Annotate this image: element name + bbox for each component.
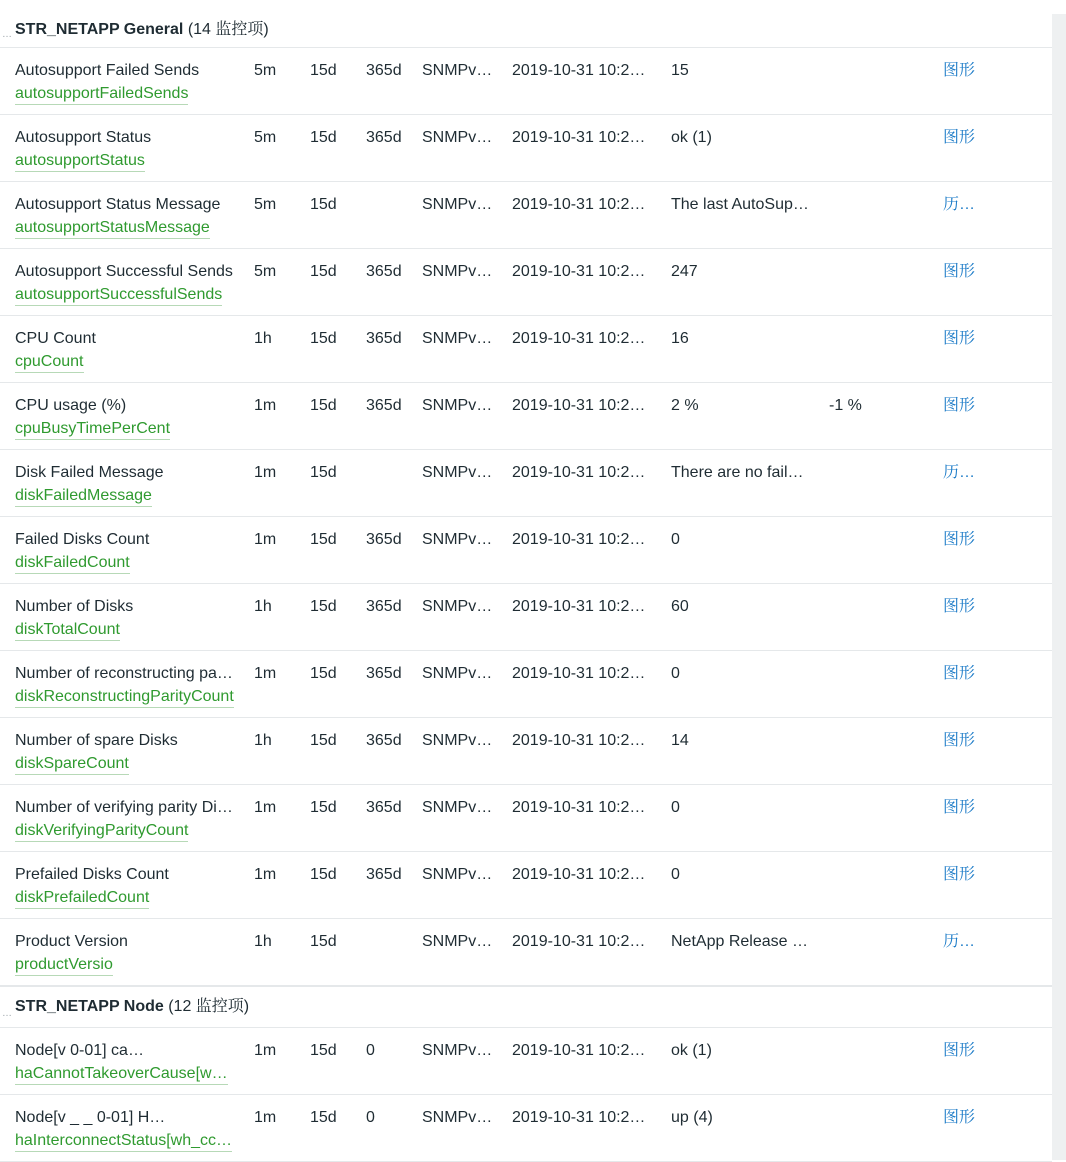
group-count: (14 监控项) bbox=[187, 21, 269, 38]
table-row bbox=[0, 785, 1052, 852]
item-name: Number of spare Disks bbox=[15, 732, 178, 749]
item-history: 15d bbox=[310, 464, 337, 481]
item-last-value: 16 bbox=[671, 330, 689, 347]
item-trends: 365d bbox=[366, 665, 402, 682]
item-trends: 0 bbox=[366, 1042, 375, 1059]
item-trends: 0 bbox=[366, 1109, 375, 1126]
item-key-link[interactable]: diskTotalCount bbox=[15, 620, 120, 641]
group-rows bbox=[0, 48, 1052, 986]
graph-history-link[interactable]: 图形 bbox=[943, 665, 976, 682]
item-history: 15d bbox=[310, 933, 337, 950]
item-last-check: 2019-10-31 10:2… bbox=[512, 464, 646, 481]
item-last-value: 0 bbox=[671, 665, 680, 682]
table-row bbox=[0, 517, 1052, 584]
item-type: SNMPv… bbox=[422, 531, 493, 548]
item-type: SNMPv… bbox=[422, 263, 493, 280]
table-row bbox=[0, 1095, 1052, 1162]
item-last-check: 2019-10-31 10:2… bbox=[512, 1042, 646, 1059]
table-row bbox=[0, 383, 1052, 450]
table-row bbox=[0, 718, 1052, 785]
item-last-check: 2019-10-31 10:2… bbox=[512, 933, 646, 950]
group-title bbox=[15, 20, 269, 40]
group-header[interactable] bbox=[0, 0, 1052, 48]
item-type: SNMPv… bbox=[422, 397, 493, 414]
graph-history-link[interactable]: 历… bbox=[943, 464, 976, 481]
item-last-check: 2019-10-31 10:2… bbox=[512, 665, 646, 682]
item-name: Autosupport Failed Sends bbox=[15, 62, 200, 79]
scrollbar[interactable] bbox=[1052, 14, 1066, 1160]
item-trends: 365d bbox=[366, 799, 402, 816]
item-last-check: 2019-10-31 10:2… bbox=[512, 330, 646, 347]
item-history: 15d bbox=[310, 330, 337, 347]
group-name: STR_NETAPP General bbox=[15, 21, 184, 38]
item-last-value: 15 bbox=[671, 62, 689, 79]
item-last-check: 2019-10-31 10:2… bbox=[512, 531, 646, 548]
group-name: STR_NETAPP Node bbox=[15, 998, 164, 1015]
item-history: 15d bbox=[310, 263, 337, 280]
expand-dots-icon[interactable]: … bbox=[2, 1008, 12, 1019]
table-row bbox=[0, 450, 1052, 517]
item-last-value: ok (1) bbox=[671, 1042, 712, 1059]
item-last-check: 2019-10-31 10:2… bbox=[512, 62, 646, 79]
table-row bbox=[0, 48, 1052, 115]
graph-history-link[interactable]: 图形 bbox=[943, 598, 976, 615]
table-row bbox=[0, 584, 1052, 651]
item-interval: 1m bbox=[254, 1109, 277, 1126]
item-interval: 1h bbox=[254, 732, 272, 749]
item-name: Autosupport Successful Sends bbox=[15, 263, 233, 280]
item-trends: 365d bbox=[366, 531, 402, 548]
item-last-check: 2019-10-31 10:2… bbox=[512, 1109, 646, 1126]
item-name: Prefailed Disks Count bbox=[15, 866, 169, 883]
item-history: 15d bbox=[310, 62, 337, 79]
item-last-value: The last AutoSup… bbox=[671, 196, 809, 213]
graph-history-link[interactable]: 图形 bbox=[943, 397, 976, 414]
graph-history-link[interactable]: 图形 bbox=[943, 531, 976, 548]
graph-history-link[interactable]: 图形 bbox=[943, 1109, 976, 1126]
item-last-check: 2019-10-31 10:2… bbox=[512, 263, 646, 280]
table-row bbox=[0, 249, 1052, 316]
item-name: CPU Count bbox=[15, 330, 96, 347]
graph-history-link[interactable]: 图形 bbox=[943, 732, 976, 749]
item-last-check: 2019-10-31 10:2… bbox=[512, 196, 646, 213]
item-key-link[interactable]: autosupportStatusMessage bbox=[15, 218, 210, 239]
item-last-check: 2019-10-31 10:2… bbox=[512, 732, 646, 749]
item-last-check: 2019-10-31 10:2… bbox=[512, 598, 646, 615]
item-trends: 365d bbox=[366, 732, 402, 749]
item-interval: 1h bbox=[254, 933, 272, 950]
item-last-check: 2019-10-31 10:2… bbox=[512, 129, 646, 146]
table-row bbox=[0, 316, 1052, 383]
graph-history-link[interactable]: 图形 bbox=[943, 129, 976, 146]
graph-history-link[interactable]: 图形 bbox=[943, 1042, 976, 1059]
graph-history-link[interactable]: 图形 bbox=[943, 799, 976, 816]
item-interval: 1m bbox=[254, 866, 277, 883]
item-interval: 5m bbox=[254, 196, 277, 213]
item-last-value: 0 bbox=[671, 866, 680, 883]
item-trends: 365d bbox=[366, 397, 402, 414]
item-history: 15d bbox=[310, 196, 337, 213]
item-last-value: There are no fail… bbox=[671, 464, 804, 481]
group-count: (12 监控项) bbox=[168, 998, 250, 1015]
graph-history-link[interactable]: 历… bbox=[943, 196, 976, 213]
item-history: 15d bbox=[310, 129, 337, 146]
item-key-link[interactable]: haInterconnectStatus[wh_cc… bbox=[15, 1131, 232, 1152]
item-history: 15d bbox=[310, 799, 337, 816]
graph-history-link[interactable]: 图形 bbox=[943, 866, 976, 883]
item-type: SNMPv… bbox=[422, 330, 493, 347]
item-interval: 1m bbox=[254, 665, 277, 682]
item-key-link[interactable]: cpuCount bbox=[15, 352, 84, 373]
item-key-link[interactable]: productVersio bbox=[15, 955, 113, 976]
item-interval: 1m bbox=[254, 1042, 277, 1059]
item-name: Autosupport Status Message bbox=[15, 196, 221, 213]
graph-history-link[interactable]: 图形 bbox=[943, 263, 976, 280]
item-last-value: 247 bbox=[671, 263, 698, 280]
item-type: SNMPv… bbox=[422, 1109, 493, 1126]
item-history: 15d bbox=[310, 665, 337, 682]
item-last-check: 2019-10-31 10:2… bbox=[512, 799, 646, 816]
item-interval: 1m bbox=[254, 799, 277, 816]
item-key-link[interactable]: diskVerifyingParityCount bbox=[15, 821, 188, 842]
table-row bbox=[0, 115, 1052, 182]
item-key-link[interactable]: autosupportFailedSends bbox=[15, 84, 188, 105]
item-last-value: 60 bbox=[671, 598, 689, 615]
item-change: -1 % bbox=[829, 397, 862, 414]
item-last-check: 2019-10-31 10:2… bbox=[512, 397, 646, 414]
item-history: 15d bbox=[310, 1109, 337, 1126]
item-history: 15d bbox=[310, 732, 337, 749]
item-name: Product Version bbox=[15, 933, 128, 950]
item-key-link[interactable]: diskPrefailedCount bbox=[15, 888, 149, 909]
item-key-link[interactable]: haCannotTakeoverCause[w… bbox=[15, 1064, 228, 1085]
item-key-link[interactable]: autosupportStatus bbox=[15, 151, 145, 172]
item-type: SNMPv… bbox=[422, 665, 493, 682]
item-trends: 365d bbox=[366, 866, 402, 883]
item-name: Node[v 0-01] ca… bbox=[15, 1042, 144, 1059]
item-key-link[interactable]: diskSpareCount bbox=[15, 754, 129, 775]
item-trends: 365d bbox=[366, 598, 402, 615]
item-interval: 1h bbox=[254, 598, 272, 615]
item-type: SNMPv… bbox=[422, 62, 493, 79]
item-last-value: ok (1) bbox=[671, 129, 712, 146]
item-interval: 1m bbox=[254, 531, 277, 548]
item-key-link[interactable]: diskFailedMessage bbox=[15, 486, 152, 507]
group-header[interactable] bbox=[0, 986, 1052, 1028]
item-last-value: 0 bbox=[671, 531, 680, 548]
item-name: Number of verifying parity Di… bbox=[15, 799, 233, 816]
item-trends: 365d bbox=[366, 330, 402, 347]
item-last-check: 2019-10-31 10:2… bbox=[512, 866, 646, 883]
graph-history-link[interactable]: 图形 bbox=[943, 62, 976, 79]
graph-history-link[interactable]: 历… bbox=[943, 933, 976, 950]
item-interval: 1m bbox=[254, 397, 277, 414]
item-type: SNMPv… bbox=[422, 732, 493, 749]
item-interval: 5m bbox=[254, 129, 277, 146]
item-type: SNMPv… bbox=[422, 866, 493, 883]
item-name: Node[v _ _ 0-01] H… bbox=[15, 1109, 166, 1126]
group-rows bbox=[0, 1028, 1052, 1162]
item-type: SNMPv… bbox=[422, 464, 493, 481]
item-history: 15d bbox=[310, 598, 337, 615]
item-interval: 1h bbox=[254, 330, 272, 347]
item-name: Failed Disks Count bbox=[15, 531, 150, 548]
item-name: CPU usage (%) bbox=[15, 397, 127, 414]
expand-dots-icon[interactable]: … bbox=[2, 29, 12, 40]
item-key-link[interactable]: diskFailedCount bbox=[15, 553, 130, 574]
item-last-value: 2 % bbox=[671, 397, 699, 414]
table-row bbox=[0, 651, 1052, 718]
item-history: 15d bbox=[310, 866, 337, 883]
table-row bbox=[0, 852, 1052, 919]
item-history: 15d bbox=[310, 531, 337, 548]
item-type: SNMPv… bbox=[422, 129, 493, 146]
group-title bbox=[15, 997, 249, 1017]
item-name: Disk Failed Message bbox=[15, 464, 164, 481]
graph-history-link[interactable]: 图形 bbox=[943, 330, 976, 347]
table-row bbox=[0, 182, 1052, 249]
item-interval: 5m bbox=[254, 263, 277, 280]
table-row bbox=[0, 1028, 1052, 1095]
item-name: Number of reconstructing pa… bbox=[15, 665, 233, 682]
item-interval: 5m bbox=[254, 62, 277, 79]
item-interval: 1m bbox=[254, 464, 277, 481]
item-type: SNMPv… bbox=[422, 933, 493, 950]
item-type: SNMPv… bbox=[422, 598, 493, 615]
item-type: SNMPv… bbox=[422, 799, 493, 816]
item-key-link[interactable]: diskReconstructingParityCount bbox=[15, 687, 234, 708]
item-history: 15d bbox=[310, 1042, 337, 1059]
item-key-link[interactable]: autosupportSuccessfulSends bbox=[15, 285, 222, 306]
item-key-link[interactable]: cpuBusyTimePerCent bbox=[15, 419, 170, 440]
item-last-value: NetApp Release … bbox=[671, 933, 808, 950]
item-trends: 365d bbox=[366, 263, 402, 280]
item-type: SNMPv… bbox=[422, 1042, 493, 1059]
item-trends: 365d bbox=[366, 129, 402, 146]
item-type: SNMPv… bbox=[422, 196, 493, 213]
item-history: 15d bbox=[310, 397, 337, 414]
table-row bbox=[0, 919, 1052, 986]
item-last-value: 0 bbox=[671, 799, 680, 816]
item-name: Autosupport Status bbox=[15, 129, 152, 146]
item-last-value: up (4) bbox=[671, 1109, 713, 1126]
item-trends: 365d bbox=[366, 62, 402, 79]
item-name: Number of Disks bbox=[15, 598, 134, 615]
item-last-value: 14 bbox=[671, 732, 689, 749]
